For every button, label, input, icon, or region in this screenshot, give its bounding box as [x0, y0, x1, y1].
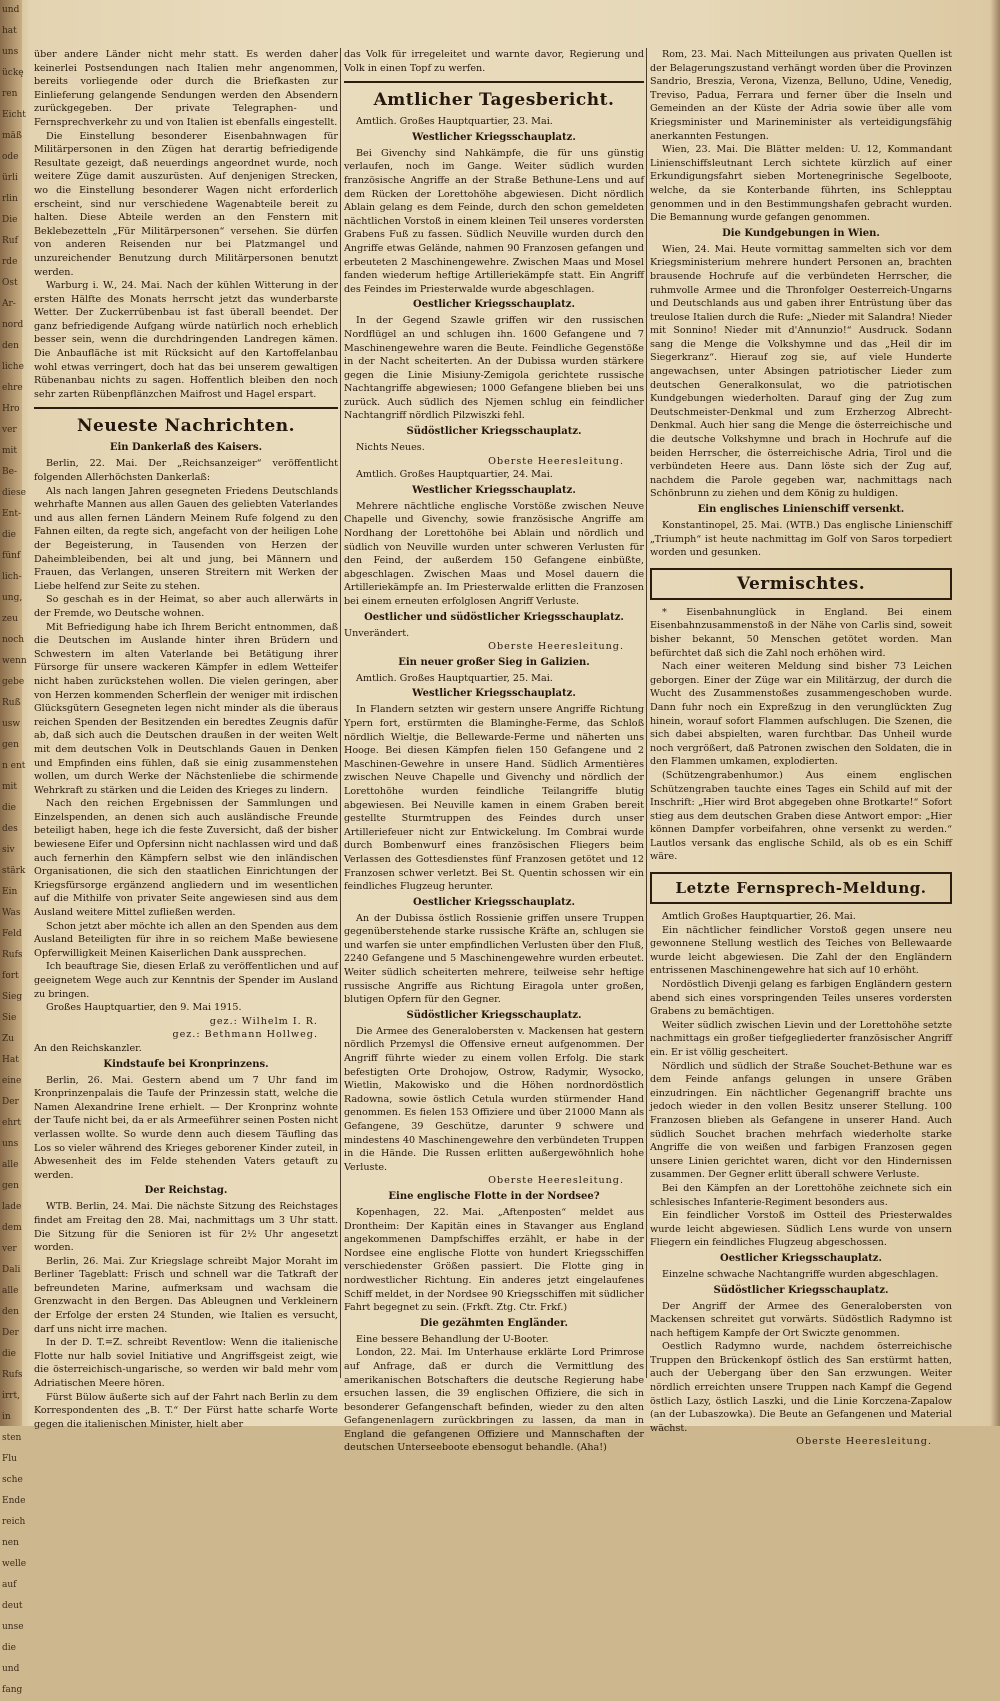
article-headline: Ein neuer großer Sieg in Galizien.	[398, 656, 590, 668]
signature: Oberste Heeresleitung.	[796, 1436, 932, 1448]
signature: gez.: Wilhelm I. R.	[209, 1015, 318, 1027]
column-divider	[340, 48, 341, 1378]
bleed-fragment: mäß	[2, 131, 22, 141]
subheading: Oestlicher Kriegsschauplatz.	[720, 1252, 882, 1264]
bleed-fragment: hat	[2, 26, 17, 36]
bleed-fragment: Ost	[2, 278, 18, 288]
bleed-fragment: Der	[2, 1328, 19, 1338]
bleed-fragment: welle	[2, 1559, 27, 1569]
bleed-fragment: dem	[2, 1223, 22, 1233]
bleed-fragment: alle	[2, 1286, 19, 1296]
bleed-fragment: Zu	[2, 1034, 15, 1044]
article-headline: Kindstaufe bei Kronprinzens.	[103, 1058, 269, 1070]
bleed-fragment: Flu	[2, 1454, 17, 1464]
bleed-fragment: wenn	[2, 656, 27, 666]
addressee: An den Reichskanzler.	[34, 1042, 142, 1054]
article-paragraph: WTB. Berlin, 24. Mai. Die nächste Sitzung des Reichstages findet am Freitag den 28. Mai, nachmittags um 3 Uhr statt. Die Sitzung für die Senioren ist für 2½ Uhr angesetzt worden.	[34, 1201, 338, 1254]
article-paragraph: So geschah es in der Heimat, so aber auch allerwärts in der Fremde, wo Deutsche wohnen.	[34, 594, 338, 619]
article-paragraph: Fürst Bülow äußerte sich auf der Fahrt nach Berlin zu dem Korrespondenten des „B. T.“ Der Fürst hatte scharfe Worte gegen die italienischen Minister, hielt aber	[34, 1391, 338, 1430]
bleed-fragment: ehrt	[2, 1118, 22, 1128]
bleed-fragment: Rufs	[2, 950, 23, 960]
bleed-fragment: usw	[2, 719, 21, 729]
section-box	[650, 872, 952, 904]
bleed-fragment: irrt,	[2, 1391, 20, 1401]
bleed-fragment: die	[2, 1349, 16, 1359]
bleed-fragment: rlin	[2, 194, 18, 204]
section-heading: Letzte Fernsprech-Meldung.	[675, 879, 927, 898]
article-paragraph: Konstantinopel, 25. Mai. (WTB.) Das englische Linienschiff „Triumph“ ist heute nachmittag im Golf von Saros torpediert worden und gesunken.	[650, 520, 952, 559]
signature: Oberste Heeresleitung.	[488, 455, 624, 467]
article-paragraph: Weiter südlich zwischen Lievin und der Lorettohöhe setzte nachmittags ein großer tiefgegliederter französischer Angriff ein. Er ist völlig gescheitert.	[650, 1019, 952, 1058]
article-paragraph: In Flandern setzten wir gestern unsere Angriffe Richtung Ypern fort, erstürmten die Blaminghe-Ferme, das Schloß nördlich Wieltje, die Bellewarde-Ferme und näherten uns Hooge. Bei diesen Kämpfen fielen 150 Gefangene und 2 Maschinen-Gewehre in unsere Hand. Südlich Armentières zwischen Neuve Chapelle und Givenchy und nördlich der Lorettohöhe wurden feindliche Teilangriffe blutig abgewiesen. Bei Neuville kamen in einem Graben bereit gestellte Sturmtruppen des Feindes durch unser Artilleriefeuer nicht zur Entwickelung. Im Combrai wurde durch Bombenwurf eines französischen Fliegers beim Verlassen des Gottesdienstes fünf Franzosen getötet und 12 Franzosen schwer verletzt. Bei St. Quentin schossen wir ein feindliches Flugzeug herunter.	[344, 704, 644, 893]
section-heading: Vermischtes.	[736, 573, 866, 594]
bleed-fragment: die	[2, 530, 16, 540]
section-box	[650, 568, 952, 600]
article-paragraph: Berlin, 26. Mai. Gestern abend um 7 Uhr fand im Kronprinzenpalais die Taufe der Prinzessin statt, welche die Namen Alexandrine Irene erhielt. — Der Kronprinz wohnte der Taufe nicht bei, da er als Armeeführer seinen Posten nicht verlassen wollte. So wurde denn auch diesem Täufling das Los so vieler während des Krieges geborener Kinder zuteil, in Abwesenheit des im Felde stehenden Vaters getauft zu werden.	[34, 1074, 338, 1181]
bleed-fragment: Die	[2, 215, 18, 225]
bleed-fragment: lich-	[2, 572, 22, 582]
article-paragraph: Die Einstellung besonderer Eisenbahnwagen für Militärpersonen in den Zügen hat derartig befriedigende Resultate gezeigt, daß neuerdings angeordnet wurde, noch weitere Züge damit auszurüsten. Auf denjenigen Strecken, wo die Einstellung besonderer Wagen nicht erforderlich erscheint, sind nur verschiedene Wagenabteile bereit zu halten. Diese Abteile werden an den Fenstern mit Beklebezetteln „Für Militärpersonen“ versehen. Sie dürfen von anderen Reisenden nur bei Platzmangel und unzureichender Benutzung durch Militärpersonen benutzt werden.	[34, 130, 338, 278]
bleed-fragment: fang	[2, 1685, 23, 1695]
signature: Oberste Heeresleitung.	[488, 641, 624, 653]
bleed-fragment: auf	[2, 1580, 17, 1590]
section-heading: Amtlicher Tagesbericht.	[373, 90, 615, 111]
bleed-fragment: gebe	[2, 677, 25, 687]
dateline: Amtlich. Großes Hauptquartier, 24. Mai.	[356, 469, 553, 481]
bleed-fragment: deut	[2, 1601, 23, 1611]
article-paragraph: Bei Givenchy sind Nahkämpfe, die für uns günstig verlaufen, noch im Gange. Weiter südlich wurden französische Angriffe an der Straße Bethune-Lens und auf dem Rücken der Lorettohöhe abgewiesen. Dicht nördlich Ablain gelang es dem Feinde, durch den schon gemeldeten nächtlichen Vorstoß in einem kleinen Teil unseres vordersten Grabens Fuß zu fassen. Südlich Neuville wurden durch den Angriffe etwas Gelände, nahmen 90 Franzosen gefangen und erbeuteten 2 Maschinengewehre. Zwischen Maas und Mosel fanden wiederum heftige Artilleriekämpfe statt. Ein Angriff des Feindes im Priesterwalde wurde abgeschlagen.	[344, 147, 644, 295]
bleed-fragment: fünf	[2, 551, 21, 561]
dateline: Amtlich. Großes Hauptquartier, 25. Mai.	[356, 672, 553, 684]
bleed-fragment: zeu	[2, 614, 18, 624]
article-paragraph: * Eisenbahnunglück in England. Bei einem Eisenbahnzusammenstoß in der Nähe von Carlis sind, soweit bisher bekannt, 50 Menschen getötet worden. Man befürchtet daß sich die Zahl noch erhöhen wird.	[650, 606, 952, 659]
article-paragraph: (Schützengrabenhumor.) Aus einem englischen Schützengraben tauchte eines Tages ein Schild auf mit der Inschrift: „Hier wird Brot abgegeben ohne Brotkarte!“ Sofort stieg aus dem deutschen Graben diese Antwort empor: „Hier können Dampfer vorbeifahren, ohne versenkt zu werden.“ Lautlos versank das englische Schild, als ob es ein Schiff wäre.	[650, 769, 952, 863]
bleed-fragment: sche	[2, 1475, 23, 1485]
subheading: Westlicher Kriegsschauplatz.	[412, 688, 576, 700]
article-headline: Die gezähmten Engländer.	[419, 1317, 569, 1329]
article-paragraph: Ich beauftrage Sie, diesen Erlaß zu veröffentlichen und auf geeignetem Wege auch zur Kenntnis der Spender im Ausland zu bringen.	[34, 961, 338, 1000]
bleed-fragment: die	[2, 803, 16, 813]
bleed-fragment: gen	[2, 740, 19, 750]
bleed-fragment: sten	[2, 1433, 22, 1443]
adjacent-page-edge	[0, 0, 27, 1695]
bleed-fragment: uns	[2, 1139, 19, 1149]
article-headline: Die Kundgebungen in Wien.	[722, 227, 880, 239]
bleed-fragment: Sie	[2, 1013, 17, 1023]
bleed-fragment: Dali	[2, 1265, 21, 1275]
bleed-fragment: ückę	[2, 68, 24, 78]
bleed-fragment: liche	[2, 362, 24, 372]
article-paragraph: Rom, 23. Mai. Nach Mitteilungen aus privaten Quellen ist der Belagerungszustand verhängt worden über die Provinzen Sandrio, Breszia, Verona, Vizenza, Belluno, Udine, Venedig, Treviso, Padua, Ferrara und ferner über die Inseln und Gemeinden an der Küste der Adria sowie über alle vom Kriegsminister und Marineminister als verteidigungsfähig anerkannten Festungen.	[650, 49, 952, 142]
subheading: Oestlicher Kriegsschauplatz.	[413, 896, 575, 908]
bleed-fragment: des	[2, 824, 18, 834]
subheading: Südöstlicher Kriegsschauplatz.	[713, 1284, 889, 1296]
subheading: Oestlicher und südöstlicher Kriegsschauplatz.	[364, 611, 624, 623]
subheading: Südöstlicher Kriegsschauplatz.	[406, 1009, 582, 1021]
subheading: Südöstlicher Kriegsschauplatz.	[406, 426, 582, 438]
bleed-fragment: Sieg	[2, 992, 23, 1002]
article-paragraph: Mehrere nächtliche englische Vorstöße zwischen Neuve Chapelle und Givenchy, sowie französische Angriffe am Nordhang der Lorettohöhe bei Ablain und nördlich und südlich von Neuville wurden unter schweren Verlusten für den Feind, der außerdem 150 Gefangene einbüßte, abgeschlagen. Zwischen Maas und Mosel dauern die Artilleriekämpfe an. Im Priesterwalde erlitten die Franzosen bei einem erneuten erfolglosen Angriff Verluste.	[344, 500, 644, 607]
article-headline: Ein Dankerlaß des Kaisers.	[109, 442, 263, 454]
bleed-fragment: reich	[2, 1517, 26, 1527]
bleed-fragment: mit	[2, 446, 18, 456]
article-paragraph: An der Dubissa östlich Rossienie griffen unsere Truppen gegenüberstehende starke russische Kräfte an, schlugen sie und warfen sie unter empfindlichen Verlusten über den Fluß, 2240 Gefangene und 5 Maschinengewehre wurden erbeutet. Weiter südlich scheiterten mehrere, teilweise sehr heftige russische Angriffe aus Richtung Eiragola unter großen, blutigen Opfern für den Gegner.	[344, 912, 644, 1006]
article-paragraph: über andere Länder nicht mehr statt. Es werden daher keinerlei Postsendungen nach Italien mehr angenommen, bereits vorliegende oder durch die Briefkasten zur Einlieferung gelangende Sendungen werden den Absendern zurückgegeben. Der private Telegraphen- und Fernsprechverkehr zu und von Italien ist ebenfalls eingestellt.	[34, 49, 338, 128]
signature: Oberste Heeresleitung.	[488, 1175, 624, 1187]
bleed-fragment: Feld	[2, 929, 22, 939]
bleed-fragment: rde	[2, 257, 18, 267]
signature: gez.: Bethmann Hollweg.	[172, 1029, 318, 1041]
subheading: Westlicher Kriegsschauplatz.	[412, 131, 576, 143]
bleed-fragment: ren	[2, 89, 18, 99]
article-headline: Ein englisches Linienschiff versenkt.	[697, 504, 905, 515]
article-paragraph: Bei den Kämpfen an der Lorettohöhe zeichnete sich ein schlesisches Infanterie-Regiment besonders aus.	[650, 1182, 952, 1208]
article-paragraph: Als nach langen Jahren gesegneten Friedens Deutschlands wehrhafte Mannen aus allen Gauen des geliebten Vaterlandes und aus allen fernen Ländern Meinem Rufe folgend zu den Fahnen eilten, da regte sich, angefacht von der heiligen Lohe der Begeisterung, in Tausenden von Herzen der Daheimbleibenden, bei alt und jung, bei Männern und Frauen, das Verlangen, unseren Streitern mit Werken der Liebe helfend zur Seite zu stehen.	[34, 485, 338, 592]
column-divider	[646, 48, 647, 1378]
bleed-fragment: fort	[2, 971, 19, 981]
section-rule	[34, 407, 338, 409]
bleed-fragment: und	[2, 5, 20, 15]
dateline: Amtlich. Großes Hauptquartier, 23. Mai.	[356, 116, 553, 128]
bleed-fragment: Ein	[2, 887, 18, 897]
bleed-fragment: Eicht	[2, 110, 26, 120]
article-paragraph: Wien, 23. Mai. Die Blätter melden: U. 12, Kommandant Linienschiffsleutnant Lerch sichtete kürzlich auf einer Erkundigungsfahrt sieben Mortenegrinische Segelboote, welche, da sie Konterbande führten, ins Schlepptau genommen und in den Bestimmungshafen gebracht wurden. Die Bemannung wurde gefangen genommen.	[650, 144, 952, 224]
bleed-fragment: ürli	[2, 173, 18, 183]
subheading: Oestlicher Kriegsschauplatz.	[413, 299, 575, 311]
bleed-fragment: Ruf	[2, 236, 18, 246]
bleed-fragment: nen	[2, 1538, 19, 1548]
article-paragraph: Ein feindlicher Vorstoß im Ostteil des Priesterwaldes wurde leicht abgewiesen. Südlich Lens wurde von unsern Fliegern ein feindliches Flugzeug abgeschossen.	[650, 1210, 952, 1249]
article-paragraph: In der Gegend Szawle griffen wir den russischen Nordflügel an und schlugen ihn. 1600 Gefangene und 7 Maschinengewehre waren die Beute. Feindliche Gegenstöße in der Nacht scheiterten. An der Dubissa wurden stärkere gegen die Linie Misiuny-Zemigola gerichtete russische Nachtangriffe abgewiesen; 1000 Gefangene blieben bei uns zurück. Auch südlich des Njemen schlug ein feindlicher Nachtangriff nördlich Pilzwiszki fehl.	[344, 315, 644, 422]
article-paragraph: Oestlich Radymno wurde, nachdem österreichische Truppen den Brückenkopf östlich des San erstürmt hatten, auch der Uebergang über den San erzwungen. Weiter nördlich erreichten unsere Truppen nach Kampf die Gegend östlich Lazy, östlich Laszki, und die Linie Korczena-Zapalow (an der Lubaszowka). Die Beute an Gefangenen und Material wächst.	[650, 1341, 952, 1434]
section-heading: Neueste Nachrichten.	[76, 416, 296, 437]
article-paragraph: Mit Befriedigung habe ich Ihrem Bericht entnommen, daß die Deutschen im Auslande hinter ihren Brüdern und Schwestern im alten Vaterlande bei Betätigung ihrer Fürsorge für unsere wackeren Kämpfer in edlem Wetteifer nicht haben zurückstehen wollen. Die vielen geringen, aber von Herzen kommenden Scherflein der weniger mit irdischen Glücksgütern Gesegneten legen nicht minder als die überaus reichen Spenden der Besitzenden ein beredtes Zeugnis dafür ab, daß sich auch die Deutschen draußen in der weiten Welt mit dem deutschen Volk in Deutschlands Gauen in Denken und Empfinden eins fühlen, daß sie einig zusammenstehen wollen, um durch Werke der Nächstenliebe die schirmende Wehrkraft zu stärken und die Leiden des Krieges zu lindern.	[34, 621, 338, 796]
bleed-fragment: diese	[2, 488, 26, 498]
dateline: Großes Hauptquartier, den 9. Mai 1915.	[46, 1002, 242, 1014]
article-paragraph: Unverändert.	[344, 627, 410, 639]
bleed-fragment: Der	[2, 1097, 19, 1107]
bleed-fragment: uns	[2, 47, 19, 57]
bleed-fragment: gen	[2, 1181, 19, 1191]
bleed-fragment: lade	[2, 1202, 22, 1212]
article-paragraph: Einzelne schwache Nachtangriffe wurden abgeschlagen.	[662, 1268, 939, 1280]
article-paragraph: London, 22. Mai. Im Unterhause erklärte Lord Primrose auf Anfrage, daß er durch die Vermittlung des amerikanischen Botschafters die deutsche Regierung habe ersuchen lassen, die 39 englischen Offiziere, die sich in besonderer Gefangenschaft befinden, wieder zu den alten Gefangenenlagern zurückbringen zu lassen, da man in England die gefangenen Offiziere und Mannschaften der deutschen Unterseeboote ebensogut behandle. (Aha!)	[344, 1347, 644, 1454]
bleed-fragment: Rufs	[2, 1370, 23, 1380]
article-paragraph: Eine bessere Behandlung der U-Booter.	[356, 1333, 549, 1345]
article-headline: Eine englische Flotte in der Nordsee?	[388, 1190, 600, 1202]
article-paragraph: das Volk für irregeleitet und warnte davor, Regierung und Volk in einen Topf zu werfen.	[344, 49, 644, 74]
bleed-fragment: und	[2, 1664, 20, 1674]
bleed-fragment: in	[2, 1412, 11, 1422]
bleed-fragment: ver	[2, 425, 17, 435]
article-paragraph: Kopenhagen, 22. Mai. „Aftenposten“ meldet aus Drontheim: Der Kapitän eines in Stavanger aus England angekommenen Dampfschiffes erzählt, er habe in der Nordsee eine englische Flotte von hundert Kriegsschiffen verschiedenster Größen passiert. Die Flotte ging in nordwestlicher Richtung. Ein anderes jetzt eingelaufenes Schiff meldet, in der Nordsee 90 Kriegsschiffen mit südlicher Fahrt begegnet zu sein. (Frkft. Ztg. Ctr. Frkf.)	[344, 1206, 644, 1314]
section-rule	[344, 81, 644, 83]
bleed-fragment: alle	[2, 1160, 19, 1170]
bleed-fragment: Ar-	[2, 299, 16, 309]
bleed-fragment: mit	[2, 782, 18, 792]
bleed-fragment: nord	[2, 320, 24, 330]
article-paragraph: Die Armee des Generalobersten v. Mackensen hat gestern nördlich Przemysl die Offensive erneut aufgenommen. Der Angriff führte wieder zu einem vollen Erfolg. Die stark befestigten Orte Drohojow, Ostrow, Radymir, Wysocko, Wietlin, Makowisko und die Höhen nordnordöstlich Radowna, sowie östlich Cetula wurden stürmender Hand genommen. Es fielen 153 Offiziere und über 21000 Mann als Gefangene, 39 Geschütze, darunter 9 schwere und mindestens 40 Maschinengewehre den verbündeten Truppen in die Hände. Die Russen erlitten außergewöhnlich hohe Verluste.	[344, 1025, 644, 1173]
article-paragraph: Nichts Neues.	[356, 442, 425, 454]
bleed-fragment: Ruß	[2, 698, 21, 708]
bleed-fragment: siv	[2, 845, 15, 855]
bleed-fragment: Hro	[2, 404, 20, 414]
bleed-fragment: stärk	[2, 866, 26, 876]
bleed-fragment: ver	[2, 1244, 17, 1254]
dateline: Amtlich Großes Hauptquartier, 26. Mai.	[662, 911, 856, 923]
bleed-fragment: ehre	[2, 383, 23, 393]
column-middle	[344, 48, 644, 1455]
article-paragraph: Schon jetzt aber möchte ich allen an den Spenden aus dem Ausland Beteiligten für ihre in so reichem Maße bewiesene Opferwilligkeit Meinen Kaiserlichen Dank aussprechen.	[34, 920, 338, 959]
article-paragraph: In der D. T.=Z. schreibt Reventlow: Wenn die italienische Flotte nur halb soviel Initiative und Angriffsgeist zeigt, wie die österreichisch-ungarische, so werden wir bald mehr vom Adriatischen Meere hören.	[34, 1337, 338, 1390]
article-paragraph: Wien, 24. Mai. Heute vormittag sammelten sich vor dem Kriegsministerium mehrere hundert Personen an, brachten brausende Hochrufe auf die verbündeten Herrscher, die ruhmvolle Armee und die Thronfolger Oesterreich-Ungarns und Deutschlands aus und gaben ihrer Entrüstung über das treulose Italien durch die Rufe: „Nieder mit Salandra! Nieder mit Sonnino! Nieder mit d'Annunzio!“ Ausdruck. Sodann sang die Menge die Volkshymne und das „Heil dir im Siegerkranz“. Hierauf zog sie, auf viele Hunderte angewachsen, unter Absingen patriotischer Lieder zum deutschen Generalkonsulat, wo die patriotischen Kundgebungen wiederholten. Darauf ging der Zug zum Deutschmeister-Denkmal und zum Erzherzog Albrecht-Denkmal. Auch hier sang die Menge die österreichische und die deutsche Volkshymne und brach in Hochrufe auf die beiden Herrscher, die österreichische Adria, Tirol und die verbündeten Heere aus. Dann löste sich der Zug auf, nachdem die Parole gegeben war, nachmittags nach Schönbrunn zu ziehen und dem König zu huldigen.	[650, 243, 952, 500]
article-paragraph: Ein nächtlicher feindlicher Vorstoß gegen unsere neu gewonnene Stellung westlich des Teiches von Bellewaarde wurde leicht abgewiesen. Die Zahl der den Engländern entrissenen Maschinengewehre hat sich auf 10 erhöht.	[650, 924, 952, 977]
article-paragraph: Berlin, 22. Mai. Der „Reichsanzeiger“ veröffentlicht folgenden Allerhöchsten Dankerlaß:	[34, 458, 338, 484]
column-right	[650, 48, 952, 1449]
bleed-fragment: den	[2, 1307, 19, 1317]
article-paragraph: Warburg i. W., 24. Mai. Nach der kühlen Witterung in der ersten Hälfte des Monats herrscht jetzt das wunderbarste Wetter. Der Zuckerrübenbau ist fast überall beendet. Der ganz befriedigende Aufgang würde natürlich noch erheblich besser sein, wenn die durchdringenden Landregen kämen. Die Anbaufläche ist mit Rücksicht auf den Kartoffelanbau wohl etwas verringert, doch hat das bei unserem gewaltigen Rübenanbau nichts zu sagen. Hoffentlich bleiben den noch sehr zarten Rübenpflänzchen Maifrost und Hagel erspart.	[34, 280, 338, 400]
bleed-fragment: Ende	[2, 1496, 26, 1506]
article-paragraph: Nach den reichen Ergebnissen der Sammlungen und Einzelspenden, an denen sich auch ausländische Freunde beteiligt haben, hege ich die feste Zuversicht, daß der bisher bewiesene Eifer und Opfersinn nicht nachlassen wird und daß auch fernerhin den Kämpfern selbst wie den inländischen Organisationen, die sich den staatlichen Einrichtungen der Kriegsfürsorge ergänzend angliedern und im wesentlichen auf die Mithilfe von privater Seite angewiesen sind aus dem Ausland weitere Mittel zufließen werden.	[34, 798, 338, 919]
bleed-fragment: Be-	[2, 467, 17, 477]
article-paragraph: Nach einer weiteren Meldung sind bisher 73 Leichen geborgen. Einer der Züge war ein Militärzug, der durch die Wucht des Zusammenstoßes zusammengeschoben wurde. Dann fuhr noch ein Expreßzug in den verunglückten Zug hinein, worauf sofort Flammen aufschlugen. Die Szenen, die sich dabei abspielten, waren furchtbar. Das Unheil wurde noch vergrößert, daß Patronen zwischen den Soldaten, die in den Flammen umkamen, explodierten.	[650, 661, 952, 768]
bleed-fragment: noch	[2, 635, 25, 645]
bleed-fragment: ode	[2, 152, 19, 162]
article-paragraph: Der Angriff der Armee des Generalobersten von Mackensen schreitet gut vorwärts. Südöstlich Radymno ist nach heftigem Kampfe der Ort Swiczte genommen.	[650, 1300, 952, 1339]
subheading: Westlicher Kriegsschauplatz.	[412, 484, 576, 496]
article-headline: Der Reichstag.	[144, 1185, 228, 1197]
bleed-fragment: Was	[2, 908, 21, 918]
bleed-fragment: Hat	[2, 1055, 19, 1065]
bleed-fragment: n ent	[2, 761, 26, 771]
bleed-fragment: die	[2, 1643, 16, 1653]
bleed-fragment: den	[2, 341, 19, 351]
bleed-fragment: ung,	[2, 593, 23, 603]
bleed-fragment: eine	[2, 1076, 22, 1086]
bleed-fragment: unse	[2, 1622, 24, 1632]
article-paragraph: Nördlich und südlich der Straße Souchet-Bethune war es dem Feinde anfangs gelungen in unsere Gräben einzudringen. Ein nächtlicher Gegenangriff brachte uns jedoch wieder in den vollen Besitz unserer Stellung. 100 Franzosen blieben als Gefangene in unserer Hand. Auch südlich Souchet brachen mehrfach wiederholte starke Angriffe die von weißen und farbigen Franzosen gegen unsere Linien gerichtet waren, dicht vor den Hindernissen zusammen. Der Gegner erlitt überall schwere Verluste.	[650, 1060, 952, 1181]
article-paragraph: Nordöstlich Divenji gelang es farbigen Engländern gestern abend sich eines vorspringenden Teiles unseres vordersten Grabens zu bemächtigen.	[650, 979, 952, 1018]
bleed-fragment: Ent-	[2, 509, 22, 519]
column-left	[34, 48, 338, 1431]
article-paragraph: Berlin, 26. Mai. Zur Kriegslage schreibt Major Moraht im Berliner Tageblatt: Frisch und schnell war die Tatkraft der befreundeten Marine, aufmerksam und wachsam die Grenzwacht in den Bergen. Das Ableugnen und Verkleinern der Erfolge der ersten 24 Stunden, wie Italien es versucht, darf uns nicht irre machen.	[34, 1255, 338, 1335]
